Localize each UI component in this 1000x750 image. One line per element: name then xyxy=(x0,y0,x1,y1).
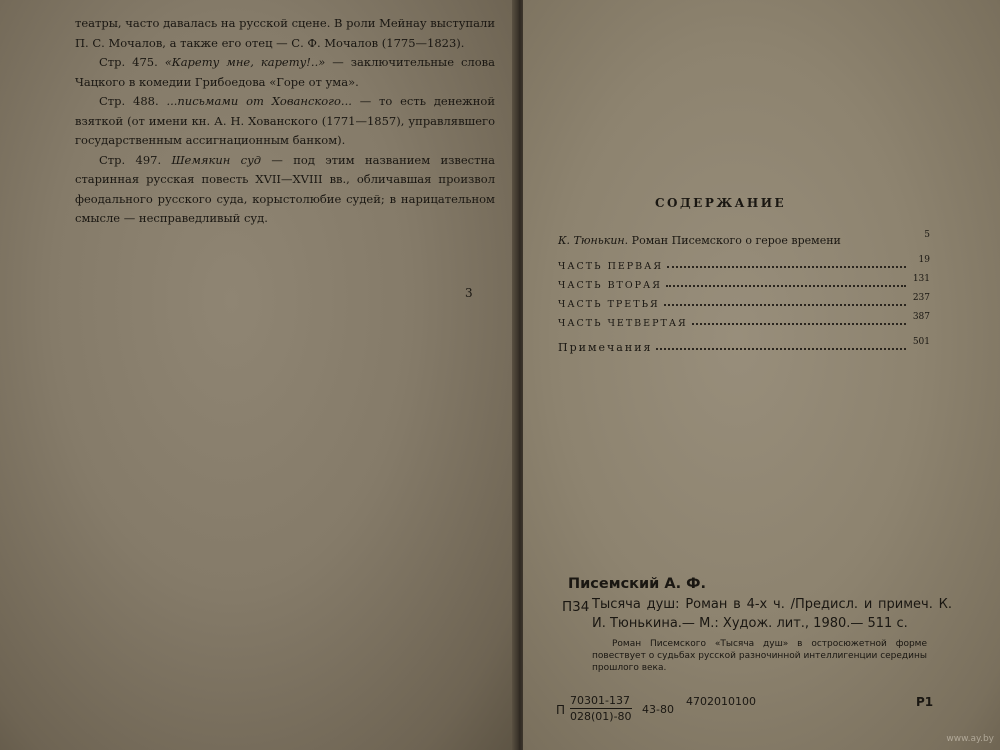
toc-leader-dots xyxy=(667,265,906,268)
toc-entry-part-3: ЧАСТЬ ТРЕТЬЯ 237 xyxy=(558,293,930,310)
toc-page-number: 237 xyxy=(912,293,930,303)
stray-mark: 3 xyxy=(465,286,473,300)
note-497: Стр. 497. Шемякин суд — под этим названием известна старинная русская повесть XVII—XVIII вв., обличавшая произвол феодального русского суда, корыстолюбие судей; в нарицательном смысле — несправедливый суд. xyxy=(75,152,496,225)
toc-page-number: 5 xyxy=(924,230,930,240)
toc-entry-preface: К. Тюнькин. Роман Писемского о герое времени 5 xyxy=(558,230,930,247)
bib-index-r-code: Р1 xyxy=(916,695,934,709)
toc-title: СОДЕРЖАНИЕ xyxy=(655,196,787,210)
notes-text xyxy=(75,14,495,229)
toc-entry-part-1: ЧАСТЬ ПЕРВАЯ 19 xyxy=(558,255,930,272)
bib-author: Писемский А. Ф. xyxy=(568,576,707,592)
toc-entry-part-4: ЧАСТЬ ЧЕТВЕРТАЯ 387 xyxy=(558,312,930,329)
toc-leader-dots xyxy=(664,303,906,306)
bibliographic-record xyxy=(556,576,952,723)
toc-entry-notes: Примечания 501 xyxy=(558,337,930,354)
bib-index-fraction: $\frac{70301-137}{028(01)-80}$ xyxy=(570,694,632,723)
note-continuation: театры, часто давалась на русской сцене. В роли Мейнау выступали П. С. Мочалов, а также его отец — С. Ф. Мочалов (1775—1823). xyxy=(75,16,495,50)
bib-index-number: 4702010100 xyxy=(686,695,756,708)
toc-entry-part-2: ЧАСТЬ ВТОРАЯ 131 xyxy=(558,274,930,291)
toc-leader-dots xyxy=(656,347,906,350)
note-488: Стр. 488. ...письмами от Хованского... — то есть денежной взяткой (от имени кн. А. Н. Хованского (1771—1857), управлявшего государственным ассигнационным банком). xyxy=(75,94,496,147)
bib-index-code: 43-80 xyxy=(642,703,674,716)
table-of-contents xyxy=(558,228,930,354)
watermark: www.ay.by xyxy=(946,734,994,744)
toc-page-number: 19 xyxy=(918,255,930,265)
toc-page-number: 131 xyxy=(912,274,930,284)
bib-classification-code: П34 xyxy=(562,599,590,615)
bib-description: Тысяча душ: Роман в 4-х ч. /Предисл. и примеч. К. И. Тюнькина.— М.: Худож. лит., 1980.— 511 с. xyxy=(592,597,952,631)
toc-page-number: 387 xyxy=(912,312,930,322)
note-475: Стр. 475. «Карету мне, карету!..» — заключительные слова Чацкого в комедии Грибоедова «Горе от ума». xyxy=(75,55,495,89)
toc-leader-dots xyxy=(692,322,906,325)
toc-leader-dots xyxy=(666,284,906,287)
bib-index-letter: П xyxy=(556,703,566,717)
toc-page-number: 501 xyxy=(912,337,930,347)
bib-annotation: Роман Писемского «Тысяча душ» в остросюжетной форме повествует о судьбах русской разночинной интеллигенции середины прошлого века. xyxy=(592,639,927,673)
